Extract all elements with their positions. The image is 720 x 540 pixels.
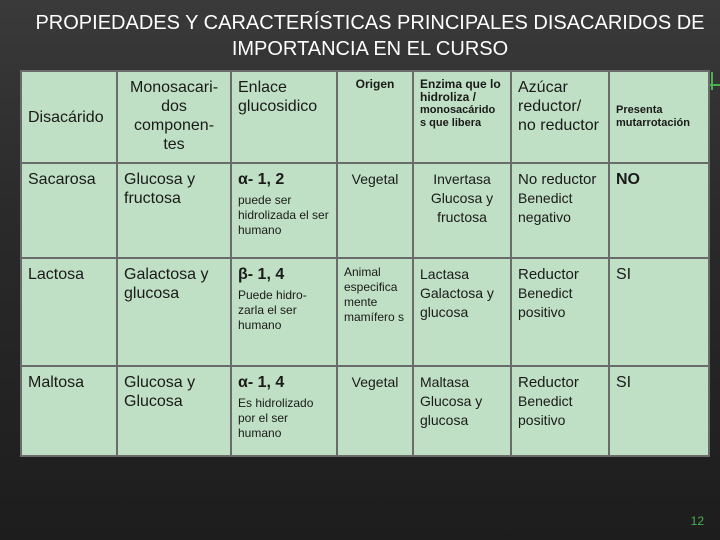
row-name: Sacarosa	[28, 171, 96, 188]
header-azucar	[511, 71, 609, 163]
enlace-note: puede ser hidrolizada el ser humano	[238, 193, 329, 237]
mutarrotacion-cell	[609, 163, 709, 258]
mutarrotacion-value: NO	[616, 171, 640, 188]
enzima-value: Maltasa Glucosa y glucosa	[420, 374, 483, 428]
table-row	[21, 366, 709, 456]
row-name-cell	[21, 163, 117, 258]
enzima-cell	[413, 366, 511, 456]
enlace-value: β- 1, 4	[238, 266, 285, 283]
enlace-value: α- 1, 4	[238, 374, 285, 391]
header-enzima	[413, 71, 511, 163]
header-enzima-label: Enzima que lo hidroliza /	[420, 77, 501, 104]
header-origen	[337, 71, 413, 163]
enlace-cell	[231, 163, 337, 258]
row-name-cell	[21, 366, 117, 456]
enzima-value: Lactasa Galactosa y glucosa	[420, 266, 494, 320]
azucar-cell	[511, 366, 609, 456]
azucar-test: Benedict negativo	[518, 190, 573, 225]
enlace-cell	[231, 258, 337, 366]
header-monosacaridos	[117, 71, 231, 163]
enzima-cell	[413, 258, 511, 366]
azucar-test: Benedict positivo	[518, 285, 573, 320]
monosacaridos-value: Glucosa y Glucosa	[124, 374, 196, 410]
azucar-value: Reductor	[518, 266, 579, 283]
table-header-row	[21, 71, 709, 163]
header-disacarido	[21, 71, 117, 163]
monosacaridos-value: Glucosa y fructosa	[124, 171, 196, 207]
mutarrotacion-cell	[609, 366, 709, 456]
header-enlace	[231, 71, 337, 163]
row-name: Lactosa	[28, 266, 85, 283]
header-disacarido-label: Disacárido	[28, 108, 104, 126]
page-number: 12	[690, 514, 704, 528]
slide-title: PROPIEDADES Y CARACTERÍSTICAS PRINCIPALES DISACARIDOS DE IMPORTANCIA EN EL CURSO	[35, 12, 705, 60]
monosacaridos-cell	[117, 258, 231, 366]
enzima-cell	[413, 163, 511, 258]
origen-cell	[337, 366, 413, 456]
origen-value: Vegetal	[351, 374, 399, 390]
mutarrotacion-cell	[609, 258, 709, 366]
header-mutarrotacion	[609, 71, 709, 163]
monosacaridos-cell	[117, 366, 231, 456]
header-origen-label: Origen	[355, 77, 395, 91]
azucar-value: No reductor	[518, 171, 597, 188]
row-name: Maltosa	[28, 374, 85, 391]
azucar-cell	[511, 163, 609, 258]
header-mutarrotacion-label: Presenta mutarrotación	[616, 104, 690, 129]
origen-cell	[337, 163, 413, 258]
header-monosacaridos-label: Monosacari-dos componen-tes	[129, 79, 219, 153]
mutarrotacion-value: SI	[616, 266, 632, 283]
azucar-test: Benedict positivo	[518, 393, 573, 428]
origen-value: Vegetal	[351, 171, 399, 187]
mutarrotacion-value: SI	[616, 374, 632, 391]
monosacaridos-cell	[117, 163, 231, 258]
origen-value: Animal especifica mente mamífero s	[344, 265, 405, 324]
disaccharide-table	[20, 70, 710, 457]
enlace-cell	[231, 366, 337, 456]
table-row	[21, 163, 709, 258]
enlace-value: α- 1, 2	[238, 171, 285, 188]
enlace-note: Puede hidro-zarla el ser humano	[238, 288, 307, 332]
azucar-value: Reductor	[518, 374, 579, 391]
monosacaridos-value: Galactosa y glucosa	[124, 266, 209, 302]
header-enlace-label: Enlace glucosidico	[238, 79, 318, 115]
table-row	[21, 258, 709, 366]
accent-line-vertical	[711, 72, 713, 90]
row-name-cell	[21, 258, 117, 366]
header-azucar-label: Azúcar reductor/ no reductor	[518, 79, 599, 134]
origen-cell	[337, 258, 413, 366]
azucar-cell	[511, 258, 609, 366]
enzima-value: Invertasa Glucosa y fructosa	[430, 171, 494, 225]
enlace-note: Es hidrolizado por el ser humano	[238, 396, 314, 440]
header-enzima-sub-label: monosacárido s que libera	[420, 104, 496, 129]
